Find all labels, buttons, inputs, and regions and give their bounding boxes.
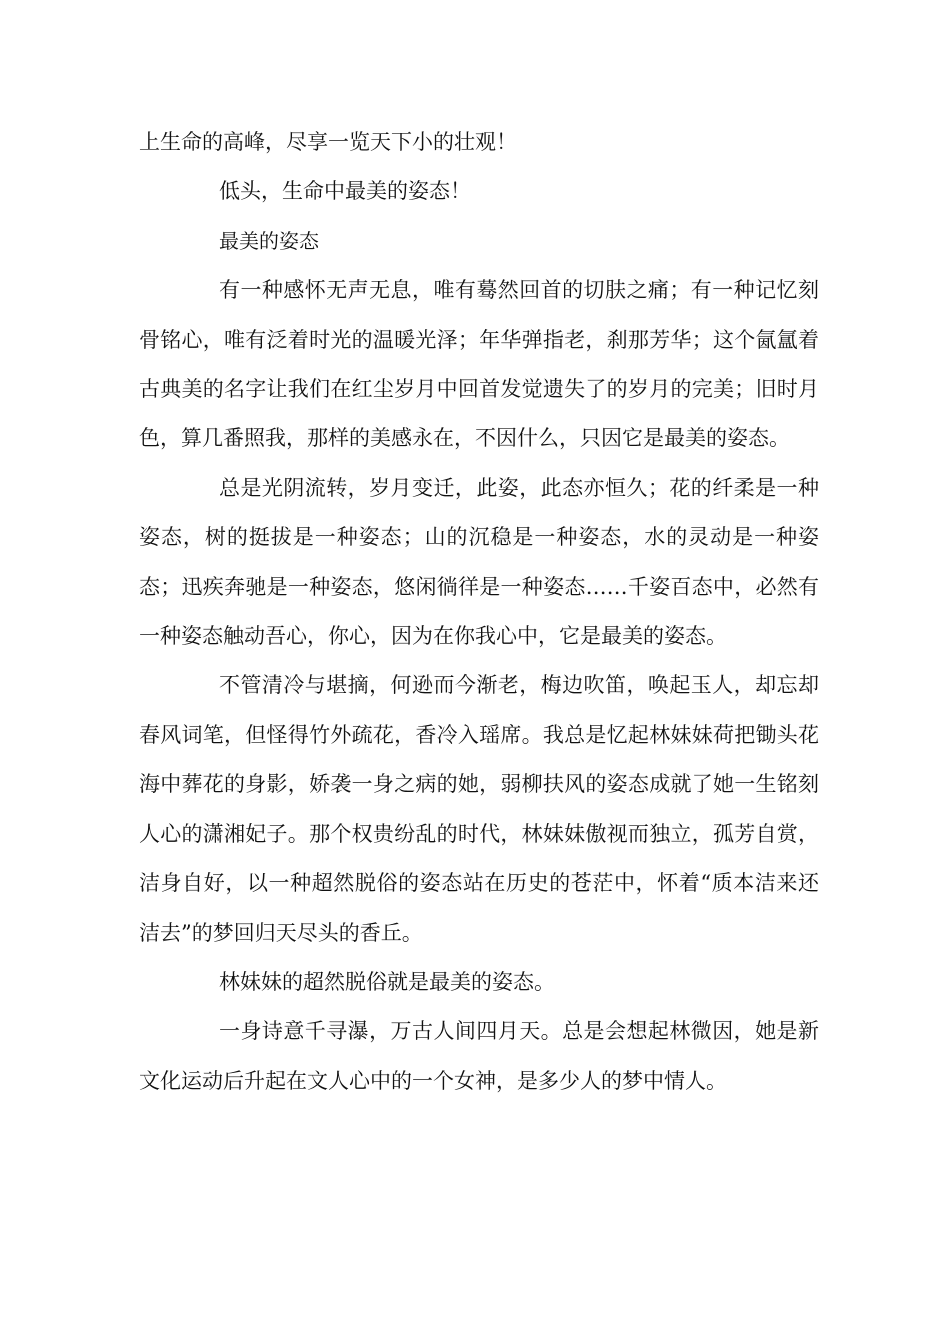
paragraph: 一身诗意千寻瀑，万古人间四月天。总是会想起林微因，她是新文化运动后升起在文人心中的一个女神，是多少人的梦中情人。 — [139, 1019, 819, 1093]
document-body — [139, 118, 819, 1106]
paragraph: 总是光阴流转，岁月变迁，此姿，此态亦恒久；花的纤柔是一种姿态，树的挺拔是一种姿态；山的沉稳是一种姿态，水的灵动是一种姿态；迅疾奔驰是一种姿态，悠闲徜徉是一种姿态……千姿百态中，必然有一种姿态触动吾心，你心，因为在你我心中，它是最美的姿态。 — [139, 475, 819, 649]
section-heading: 最美的姿态 — [219, 228, 319, 253]
paragraph-closing-line: 低头，生命中最美的姿态！ — [219, 179, 471, 204]
paragraph-continuation: 上生命的高峰，尽享一览天下小的壮观！ — [139, 130, 517, 154]
paragraph: 不管清冷与堪摘，何逊而今渐老，梅边吹笛，唤起玉人，却忘却春风词笔，但怪得竹外疏花，香冷入瑶席。我总是忆起林妹妹荷把锄头花海中葬花的身影，娇袭一身之病的她，弱柳扶风的姿态成就了她一生铭刻人心的潇湘妃子。那个权贵纷乱的时代，林妹妹傲视而独立，孤芳自赏，洁身自好，以一种超然脱俗的姿态站在历史的苍茫中，怀着“质本洁来还洁去”的梦回归天尽头的香丘。 — [139, 673, 819, 945]
paragraph: 林妹妹的超然脱俗就是最美的姿态。 — [219, 969, 555, 994]
paragraph: 有一种感怀无声无息，唯有蓦然回首的切肤之痛；有一种记忆刻骨铭心，唯有泛着时光的温暖光泽；年华弹指老，刹那芳华；这个氤氲着古典美的名字让我们在红尘岁月中回首发觉遗失了的岁月的完美；旧时月色，算几番照我，那样的美感永在，不因什么，只因它是最美的姿态。 — [139, 278, 819, 451]
